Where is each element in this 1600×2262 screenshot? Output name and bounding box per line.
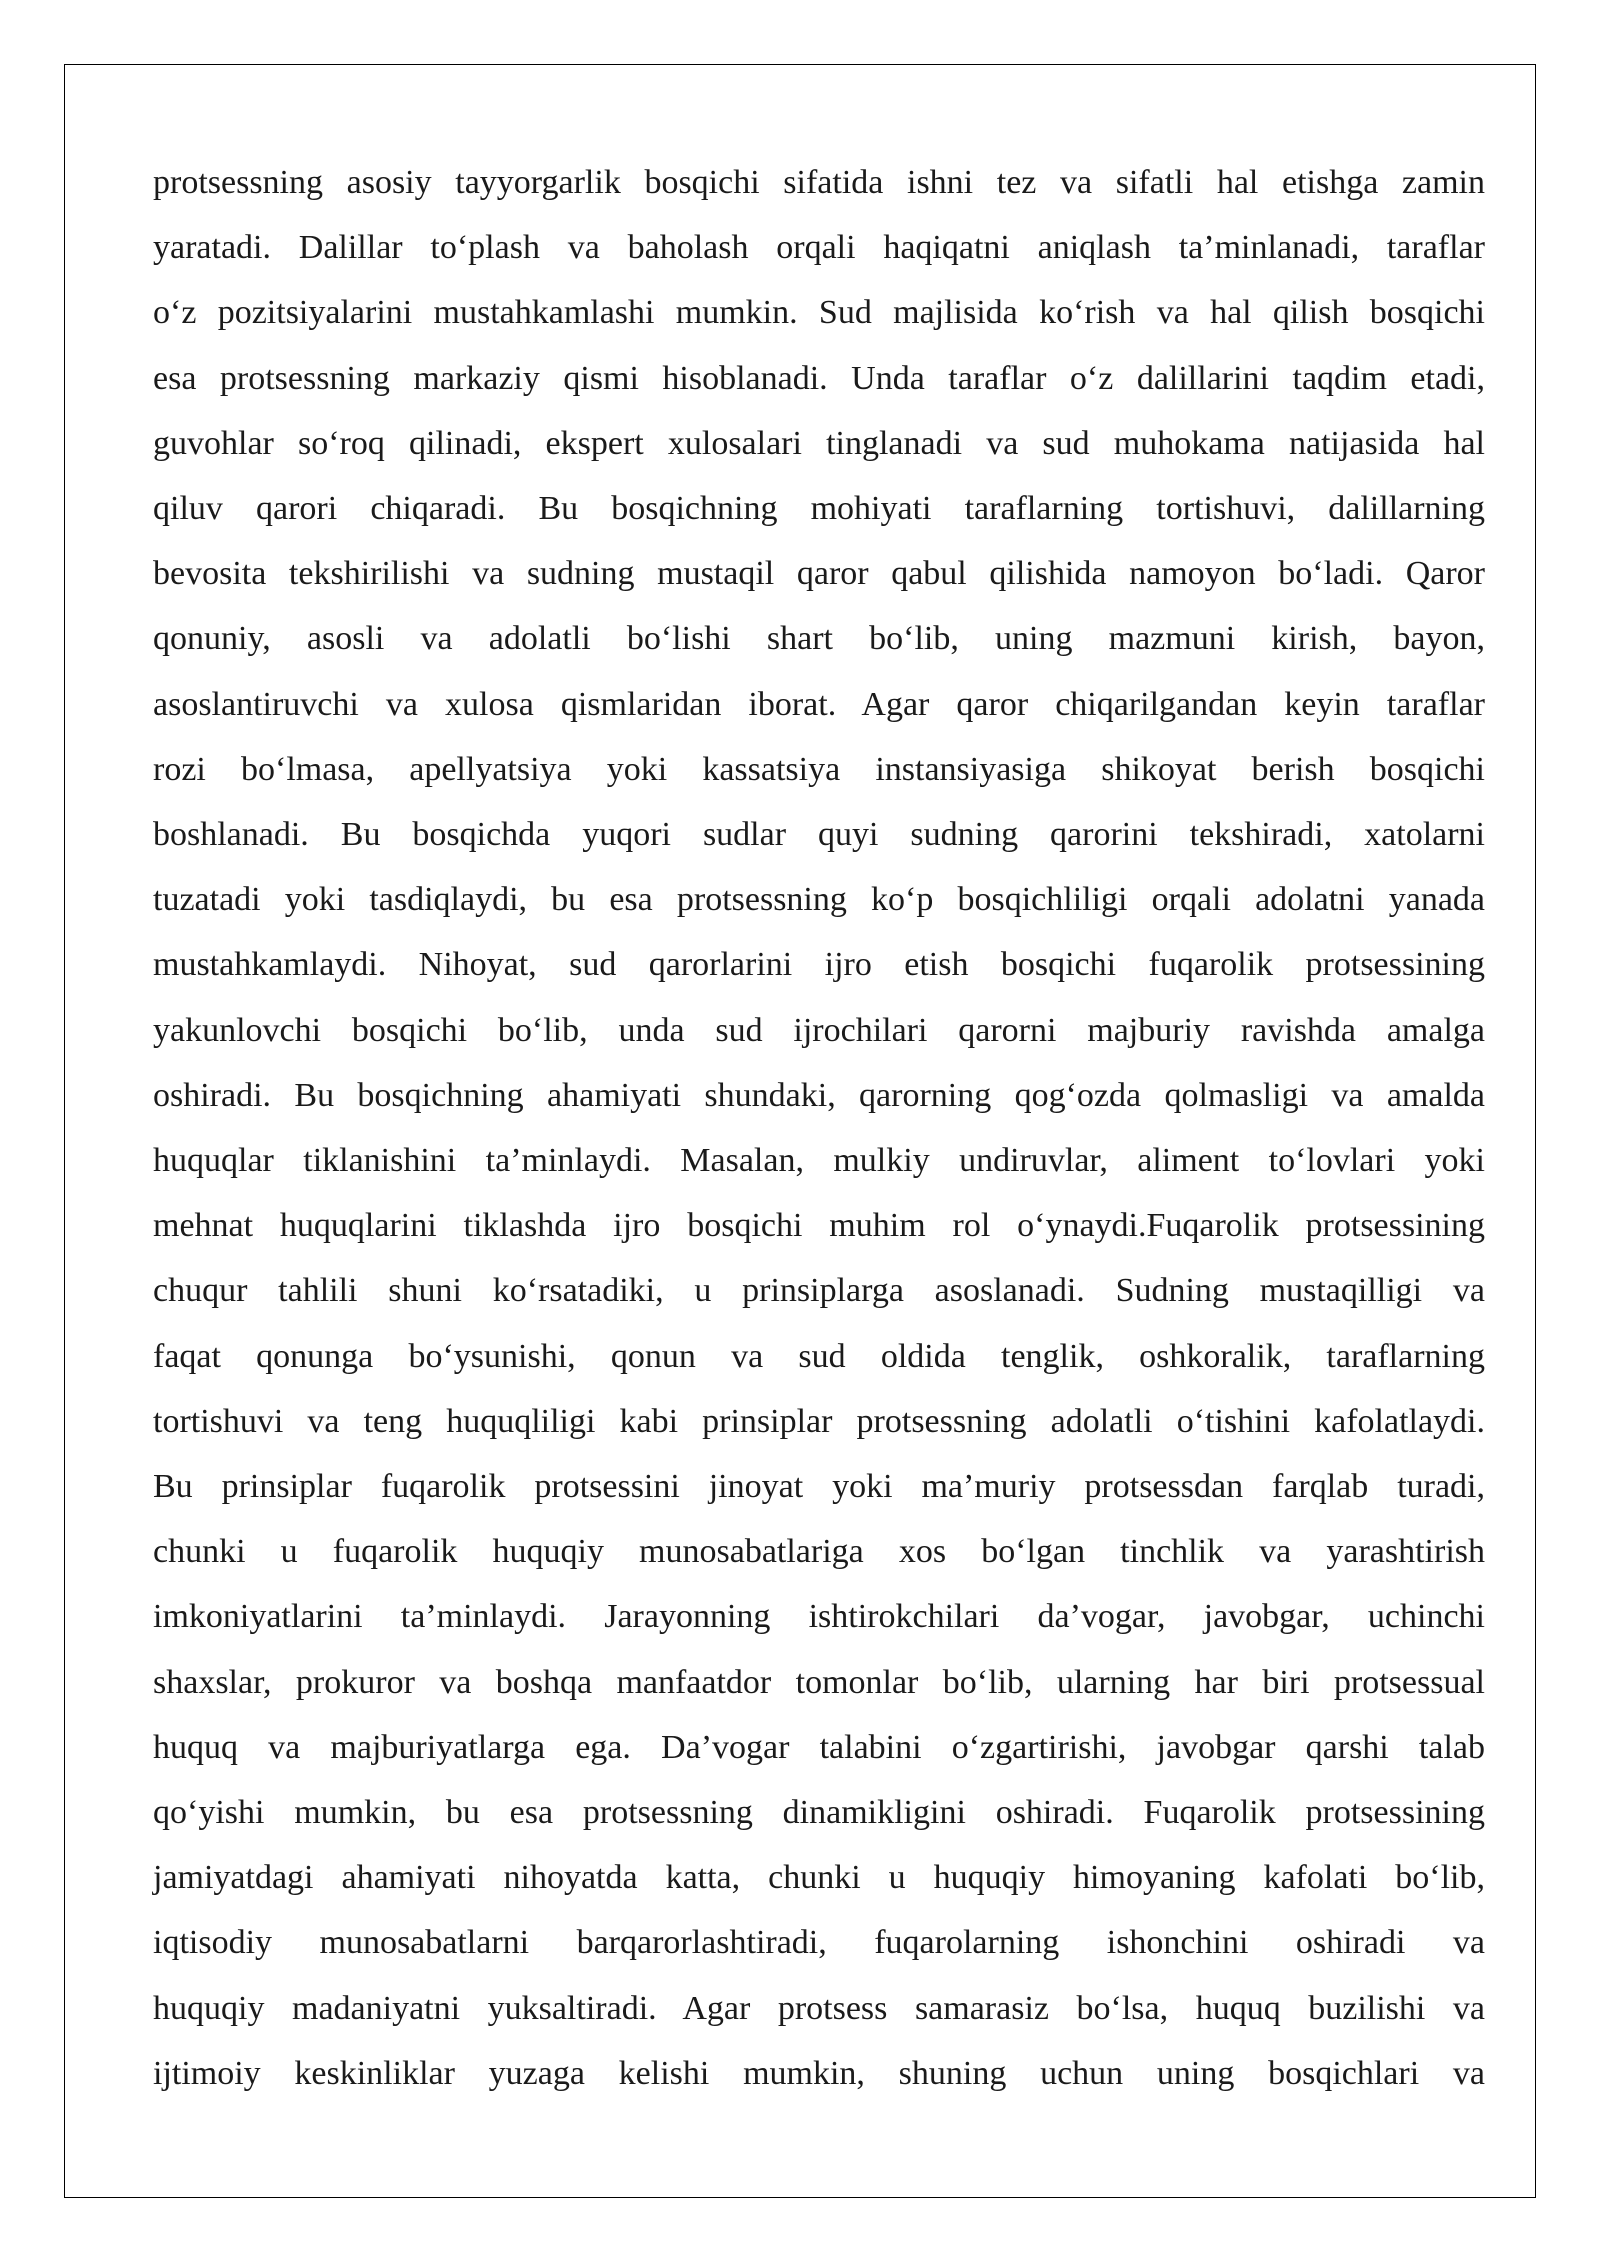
text-line: qonuniy, asosli va adolatli bo‘lishi shart bo‘lib, uning mazmuni kirish, bayon, bbox=[153, 620, 1485, 658]
text-line: rozi bo‘lmasa, apellyatsiya yoki kassatsiya instansiyasiga shikoyat berish bosqichi bbox=[153, 750, 1485, 788]
text-line: bevosita tekshirilishi va sudning mustaqil qaror qabul qilishida namoyon bo‘ladi. Qaror bbox=[153, 555, 1485, 593]
text-line: mustahkamlaydi. Nihoyat, sud qarorlarini ijro etish bosqichi fuqarolik protsessining bbox=[153, 946, 1485, 984]
text-line: yakunlovchi bosqichi bo‘lib, unda sud ijrochilari qarorni majburiy ravishda amalga bbox=[153, 1011, 1485, 1049]
text-line: Bu prinsiplar fuqarolik protsessini jinoyat yoki ma’muriy protsessdan farqlab turadi, bbox=[153, 1468, 1485, 1506]
text-line: imkoniyatlarini ta’minlaydi. Jarayonning ishtirokchilari da’vogar, javobgar, uchinchi bbox=[153, 1598, 1485, 1636]
text-line: protsessning asosiy tayyorgarlik bosqichi sifatida ishni tez va sifatli hal etishga zamin bbox=[153, 164, 1485, 201]
text-line: esa protsessning markaziy qismi hisoblanadi. Unda taraflar o‘z dalillarini taqdim etadi, bbox=[153, 359, 1485, 397]
text-line: mehnat huquqlarini tiklashda ijro bosqichi muhim rol o‘ynaydi.Fuqarolik protsessining bbox=[153, 1207, 1485, 1245]
text-line: shaxslar, prokuror va boshqa manfaatdor tomonlar bo‘lib, ularning har biri protsessual bbox=[153, 1663, 1485, 1701]
text-line: jamiyatdagi ahamiyati nihoyatda katta, chunki u huquqiy himoyaning kafolati bo‘lib, bbox=[153, 1859, 1485, 1897]
text-line: ijtimoiy keskinliklar yuzaga kelishi mumkin, shuning uchun uning bosqichlari va bbox=[153, 2054, 1485, 2092]
text-line: chunki u fuqarolik huquqiy munosabatlariga xos bo‘lgan tinchlik va yarashtirish bbox=[153, 1533, 1485, 1571]
text-line: huquqiy madaniyatni yuksaltiradi. Agar protsess samarasiz bo‘lsa, huquq buzilishi va bbox=[153, 1989, 1485, 2027]
text-line: chuqur tahlili shuni ko‘rsatadiki, u prinsiplarga asoslanadi. Sudning mustaqilligi va bbox=[153, 1272, 1485, 1310]
text-line: guvohlar so‘roq qilinadi, ekspert xulosalari tinglanadi va sud muhokama natijasida hal bbox=[153, 424, 1485, 462]
text-line: iqtisodiy munosabatlarni barqarorlashtiradi, fuqarolarning ishonchini oshiradi va bbox=[153, 1924, 1485, 1962]
text-line: tortishuvi va teng huquqliligi kabi prinsiplar protsessning adolatli o‘tishini kafolatlaydi. bbox=[153, 1402, 1485, 1440]
text-line: huquqlar tiklanishini ta’minlaydi. Masalan, mulkiy undiruvlar, aliment to‘lovlari yoki bbox=[153, 1142, 1485, 1180]
text-line: huquq va majburiyatlarga ega. Da’vogar talabini o‘zgartirishi, javobgar qarshi talab bbox=[153, 1728, 1485, 1766]
text-line: qiluv qarori chiqaradi. Bu bosqichning mohiyati taraflarning tortishuvi, dalillarning bbox=[153, 490, 1485, 528]
text-line: qo‘yishi mumkin, bu esa protsessning dinamikligini oshiradi. Fuqarolik protsessining bbox=[153, 1794, 1485, 1832]
text-line: yaratadi. Dalillar to‘plash va baholash orqali haqiqatni aniqlash ta’minlanadi, taraflar bbox=[153, 229, 1485, 267]
text-line: o‘z pozitsiyalarini mustahkamlashi mumkin. Sud majlisida ko‘rish va hal qilish bosqichi bbox=[153, 294, 1485, 332]
text-line: asoslantiruvchi va xulosa qismlaridan iborat. Agar qaror chiqarilgandan keyin taraflar bbox=[153, 685, 1485, 723]
text-line: boshlanadi. Bu bosqichda yuqori sudlar quyi sudning qarorini tekshiradi, xatolarni bbox=[153, 816, 1485, 854]
body-paragraph bbox=[153, 150, 1485, 2106]
text-line: tuzatadi yoki tasdiqlaydi, bu esa protsessning ko‘p bosqichliligi orqali adolatni yanada bbox=[153, 881, 1485, 919]
text-line: faqat qonunga bo‘ysunishi, qonun va sud oldida tenglik, oshkoralik, taraflarning bbox=[153, 1337, 1485, 1375]
text-line: oshiradi. Bu bosqichning ahamiyati shundaki, qarorning qog‘ozda qolmasligi va amalda bbox=[153, 1076, 1485, 1114]
